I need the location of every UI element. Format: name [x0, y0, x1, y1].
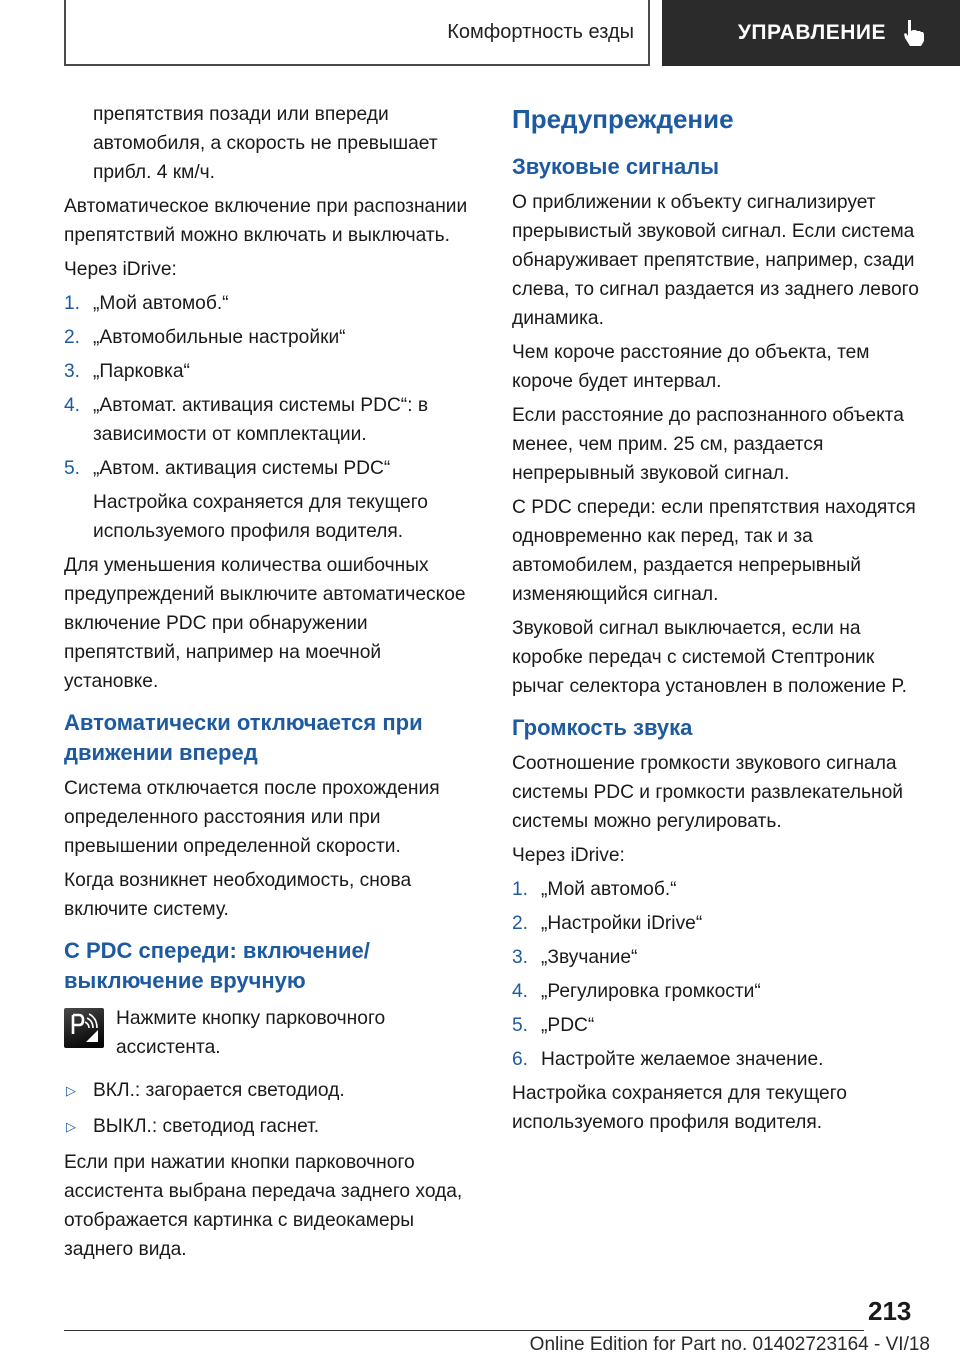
heading-manual-toggle: С PDC спереди: включение/выключение вручную [64, 938, 370, 993]
page-number: 213 [868, 1296, 912, 1326]
heading-auto-off: Автоматически отключается при движении вперед [64, 710, 423, 765]
paragraph-sound-4: С PDC спереди: если препятствия находятся одновременно как перед, так и за автомобилем, раздается непрерывный изменяющийся сигнал. [512, 497, 916, 605]
paragraph-volume: Соотношение громкости звукового сигнала системы PDC и громкости развлекательной системы можно регулировать. [512, 753, 903, 832]
intro-continuation: препятствия позади или впереди автомобиля, а скорость не превышает прибл. 4 км/ч. [93, 104, 438, 183]
paragraph-sound-5: Звуковой сигнал выключается, если на коробке передач с системой Стептроник рычаг селектора установлен в положение P. [512, 618, 908, 697]
paragraph-sound-3: Если расстояние до распознанного объекта менее, чем прим. 25 см, раздается непрерывный звуковой сигнал. [512, 405, 904, 484]
chapter-title: Комфортность езды [447, 20, 634, 43]
heading-sound-signals: Звуковые сигналы [512, 154, 720, 179]
list-item: 6. Настройте желаемое значение. [512, 1049, 824, 1070]
setting-saved-note: Настройка сохраняется для текущего используемого профиля водителя. [93, 492, 428, 542]
paragraph-sound-1: О приближении к объекту сигнализирует прерывистый звуковой сигнал. Если система обнаруживает препятствие, например, сзади слева, то сигнал раздается из заднего левого динамика. [512, 192, 919, 329]
footer-divider [64, 1330, 864, 1331]
header-chapter-tab [64, 0, 650, 66]
idrive-steps-list [64, 289, 478, 483]
list-item: 3. „Парковка“ [64, 361, 190, 382]
paragraph-reduce-warnings: Для уменьшения количества ошибочных предупреждений выключите автоматическое включение PDC при обнаружении препятствий, например на моечной установке. [64, 555, 466, 692]
right-column [512, 100, 930, 1142]
section-title: УПРАВЛЕНИЕ [737, 21, 886, 44]
list-item: 2. „Настройки iDrive“ [512, 913, 703, 934]
led-status-list [64, 1076, 478, 1141]
heading-volume: Громкость звука [512, 715, 693, 740]
via-idrive-label: Через iDrive: [64, 259, 177, 280]
triangle-bullet-icon: ▷ [66, 1119, 76, 1134]
volume-steps-list [512, 875, 930, 1074]
list-item: 2. „Автомобильные настройки“ [64, 327, 346, 348]
left-column [64, 100, 478, 1269]
paragraph-sound-2: Чем короче расстояние до объекта, тем короче будет интервал. [512, 342, 870, 392]
footer-edition: Online Edition for Part no. 01402723164 - VI/18 [529, 1334, 930, 1355]
paragraph-reverse-camera: Если при нажатии кнопки парковочного ассистента выбрана передача заднего хода, отображается картинка с видеокамеры заднего вида. [64, 1152, 463, 1260]
header-section-tab [662, 0, 960, 66]
list-item: 1. „Мой автомоб.“ [512, 879, 677, 900]
list-item: ▷ ВЫКЛ.: светодиод гаснет. [64, 1112, 478, 1141]
list-item: ▷ ВКЛ.: загорается светодиод. [64, 1076, 478, 1105]
parking-assist-button-icon [64, 1008, 104, 1048]
paragraph-system-off: Система отключается после прохождения определенного расстояния или при превышении определенной скорости. [64, 778, 440, 857]
list-item: 4. „Регулировка громкости“ [512, 981, 761, 1002]
list-item: 5. „PDC“ [512, 1015, 595, 1036]
list-item: 3. „Звучание“ [512, 947, 638, 968]
parking-button-instruction [64, 1004, 478, 1062]
paragraph-auto-activation: Автоматическое включение при распознании препятствий можно включать и выключать. [64, 196, 468, 246]
list-item: 4. „Автомат. активация системы PDC“: в зависимости от комплектации. [64, 395, 429, 445]
paragraph-reactivate: Когда возникнет необходимость, снова включите систему. [64, 870, 412, 920]
via-idrive-label: Через iDrive: [512, 845, 625, 866]
heading-warning: Предупреждение [512, 104, 734, 134]
triangle-bullet-icon: ▷ [66, 1083, 76, 1098]
setting-saved-note: Настройка сохраняется для текущего используемого профиля водителя. [512, 1083, 847, 1133]
list-item: 5. „Автом. активация системы PDC“ [64, 458, 391, 479]
hand-pointer-icon [900, 18, 926, 48]
button-instruction-text: Нажмите кнопку парковочного ассистента. [116, 1008, 386, 1058]
list-item: 1. „Мой автомоб.“ [64, 293, 229, 314]
